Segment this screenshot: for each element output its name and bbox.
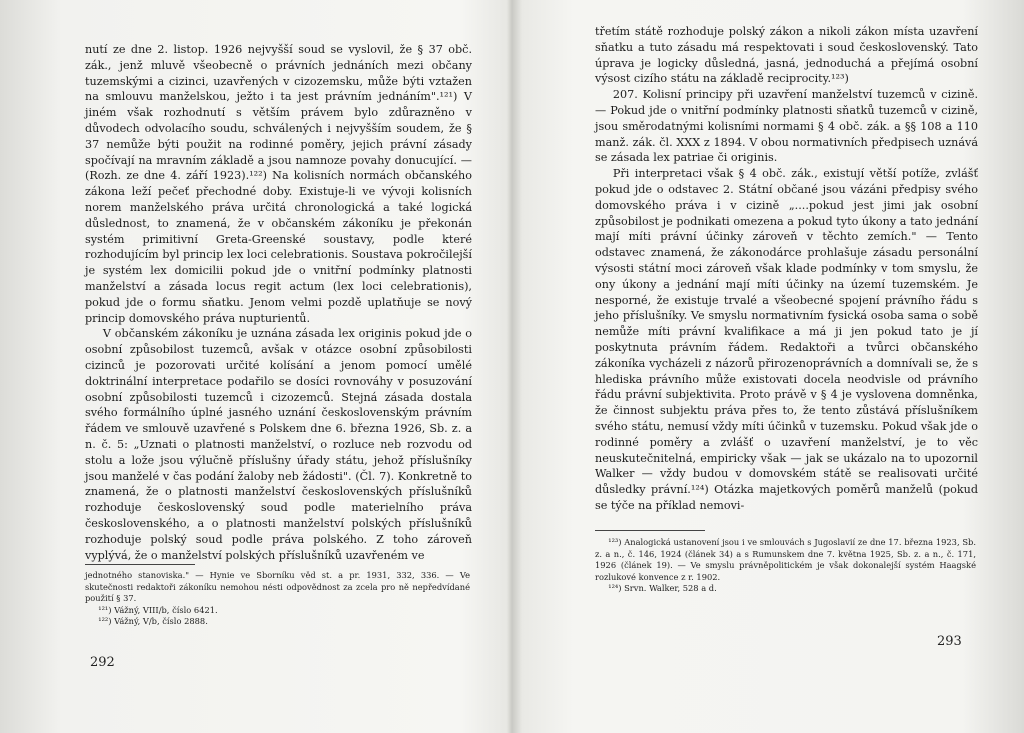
left-paragraph: V občanském zákoníku je uznána zásada lex originis pokud jde o osobní způsobilost tuzemců, avšak v otázce osobní způsobilosti cizinců je pozorovati určité kolísání a jenom pomocí umělé doktrinální interpretace podařilo se dosíci rovnováhy v posuzování osobní způsobilosti tuzemců i cizozemců. Stejná zásada dostala svého formálního úplné jasného uznání československým právním řádem ve smlouvě uzavřené s Polskem dne 6. března 1926, Sb. z. a n. č. 5: „Uznati o platnosti manželství, o rozluce neb rozvodu od stolu a lože jsou výlučně příslušny úřady státu, jehož příslušníky jsou manželé v čas podání žaloby neb žádosti". (Čl. 7). Konkretně to znamená, že o platnosti manželství československých příslušníků rozhoduje československý soud podle materielního práva československého, a o platnosti manželství polských příslušníků rozhoduje polský soud podle práva polského. Z toho zároveň vyplývá, že o manželství polských příslušníků uzavřeném ve bbox=[85, 327, 472, 562]
footnote: ¹²³) Analogická ustanovení jsou i ve smlouvách s Jugoslavií ze dne 17. března 1923, Sb. z. a n., č. 146, 1924 (článek 34) a s Rumunskem dne 7. května 1925, Sb. z. a n., č. 171, 1926 (článek 19). — Ve smyslu právněpolitickém je však dokonalejší systém Haagské rozlukové konvence z r. 1902. bbox=[595, 537, 976, 582]
page-number-right: 293 bbox=[937, 634, 962, 649]
right-page bbox=[512, 0, 1024, 733]
footnote: ¹²¹) Vážný, VIII/b, číslo 6421. bbox=[98, 604, 218, 615]
left-paragraph: nutí ze dne 2. listop. 1926 nejvyšší soud se vyslovil, že § 37 obč. zák., jenž mluvě všeobecně o právních jednáních mezi občany tuzemskými a cizinci, uzavřených v cizozemsku, může býti vztažen na smlouvu manželskou, ježto i ta jest právním jednáním".¹²¹) V jiném však rozhodnutí s větším právem bylo zdůrazněno v důvodech odvolacího soudu, schválených i nejvyšším soudem, že § 37 nemůže býti použit na rodinné poměry, jejich právní zásady spočívají na mravním základě a jsou namnoze povahy donucující. — (Rozh. ze dne 4. září 1923).¹²²) Na kolisních normách občanského zákona leží pečeť přechodné doby. Existuje-li ve vývoji kolisních norem manželského práva určitá chronologická a také logická důslednost, to znamená, že v občanském zákoníku je překonán systém primitivní Greta-Greenské soustavy, podle které rozhodujícím byl princip lex loci celebrationis. Soustava pokročilejší je systém lex domicilii pokud jde o vnitřní podmínky platnosti manželství a zásada locus regit actum (lex loci celebrationis), pokud jde o formu sňatku. Jenom velmi pozdě uplatňuje se nový princip domovského práva nupturientů. bbox=[85, 43, 472, 325]
right-body-text bbox=[595, 24, 978, 514]
right-footnotes bbox=[595, 537, 976, 595]
footnote: jednotného stanoviska." — Hynie ve Sborníku věd st. a pr. 1931, 332, 336. — Ve skutečnosti redaktoři zákoníku nemohou nésti odpovědnost za zcela pro ně nepředvídané použití § 37. bbox=[85, 570, 470, 604]
right-paragraph: třetím státě rozhoduje polský zákon a nikoli zákon místa uzavření sňatku a tuto zásadu má respektovati i soud československý. Tato úprava je logicky důsledná, jasná, jednoduchá a přejímá osobní výsost cizího státu na základě reciprocity.¹²³) bbox=[595, 25, 978, 86]
footnote-divider bbox=[595, 530, 705, 531]
section-heading-paragraph: 207. Kolisní principy při uzavření manželství tuzemců v cizině. — Pokud jde o vnitřní podmínky platnosti sňatků tuzemců v cizině, jsou směrodatnými kolisními normami § 4 obč. zák. a §§ 108 a 110 manž. zák. čl. XXX z 1894. V obou normativních předpisech uznává se zásada lex patriae či originis. bbox=[595, 88, 978, 165]
right-paragraph: Při interpretaci však § 4 obč. zák., existují větší potíže, zvlášť pokud jde o odstavec 2. Státní občané jsou vázáni předpisy svého domovského práva i v cizině „....pokud jest jimi jak osobní způsobilost je podnikati omezena a pokud tyto úkony a tato jednání mají míti právní účinky zároveň v těchto zemích." — Tento odstavec znamená, že zákonodárce prohlašuje zásadu personální výsosti státní moci zároveň však klade podmínky v tom smyslu, že ony úkony a jednání mají míti účinky na území tuzemském. Je nesporné, že existuje trvalé a všeobecné spojení právního řádu s jeho příslušníky. Ve smyslu normativním fysická osoba sama o sobě nemůže míti právní kvalifikace a má ji jen pokud tato je jí poskytnuta právním řádem. Redaktoři a tvůrci občanského zákoníka vycházeli z názorů přirozenoprávních a domnívali se, že s hlediska právního může existovati docela neodvisle od právního řádu právní subjektivita. Proto právě v § 4 je vyslovena domněnka, že činnost subjektu práva přes to, že tento zůstává příslušníkem svého státu, nemusí vždy míti účinků v tuzemsku. Pokud však jde o rodinné poměry a zvlášť o uzavření manželství, je to věc neuskutečnitelná, empiricky však — jak se ukázalo na to upozornil Walker — vždy budou v domovském státě se realisovati určité důsledky právní.¹²⁴) Otázka majetkových poměrů manželů (pokud se týče na příklad nemovi- bbox=[595, 167, 978, 512]
footnote-divider bbox=[85, 564, 195, 565]
footnote: ¹²⁴) Srvn. Walker, 528 a d. bbox=[608, 583, 717, 594]
left-footnotes bbox=[85, 570, 470, 628]
footnote: ¹²²) Vážný, V/b, číslo 2888. bbox=[98, 616, 208, 627]
page-number-left: 292 bbox=[90, 655, 115, 670]
left-body-text bbox=[85, 42, 472, 563]
